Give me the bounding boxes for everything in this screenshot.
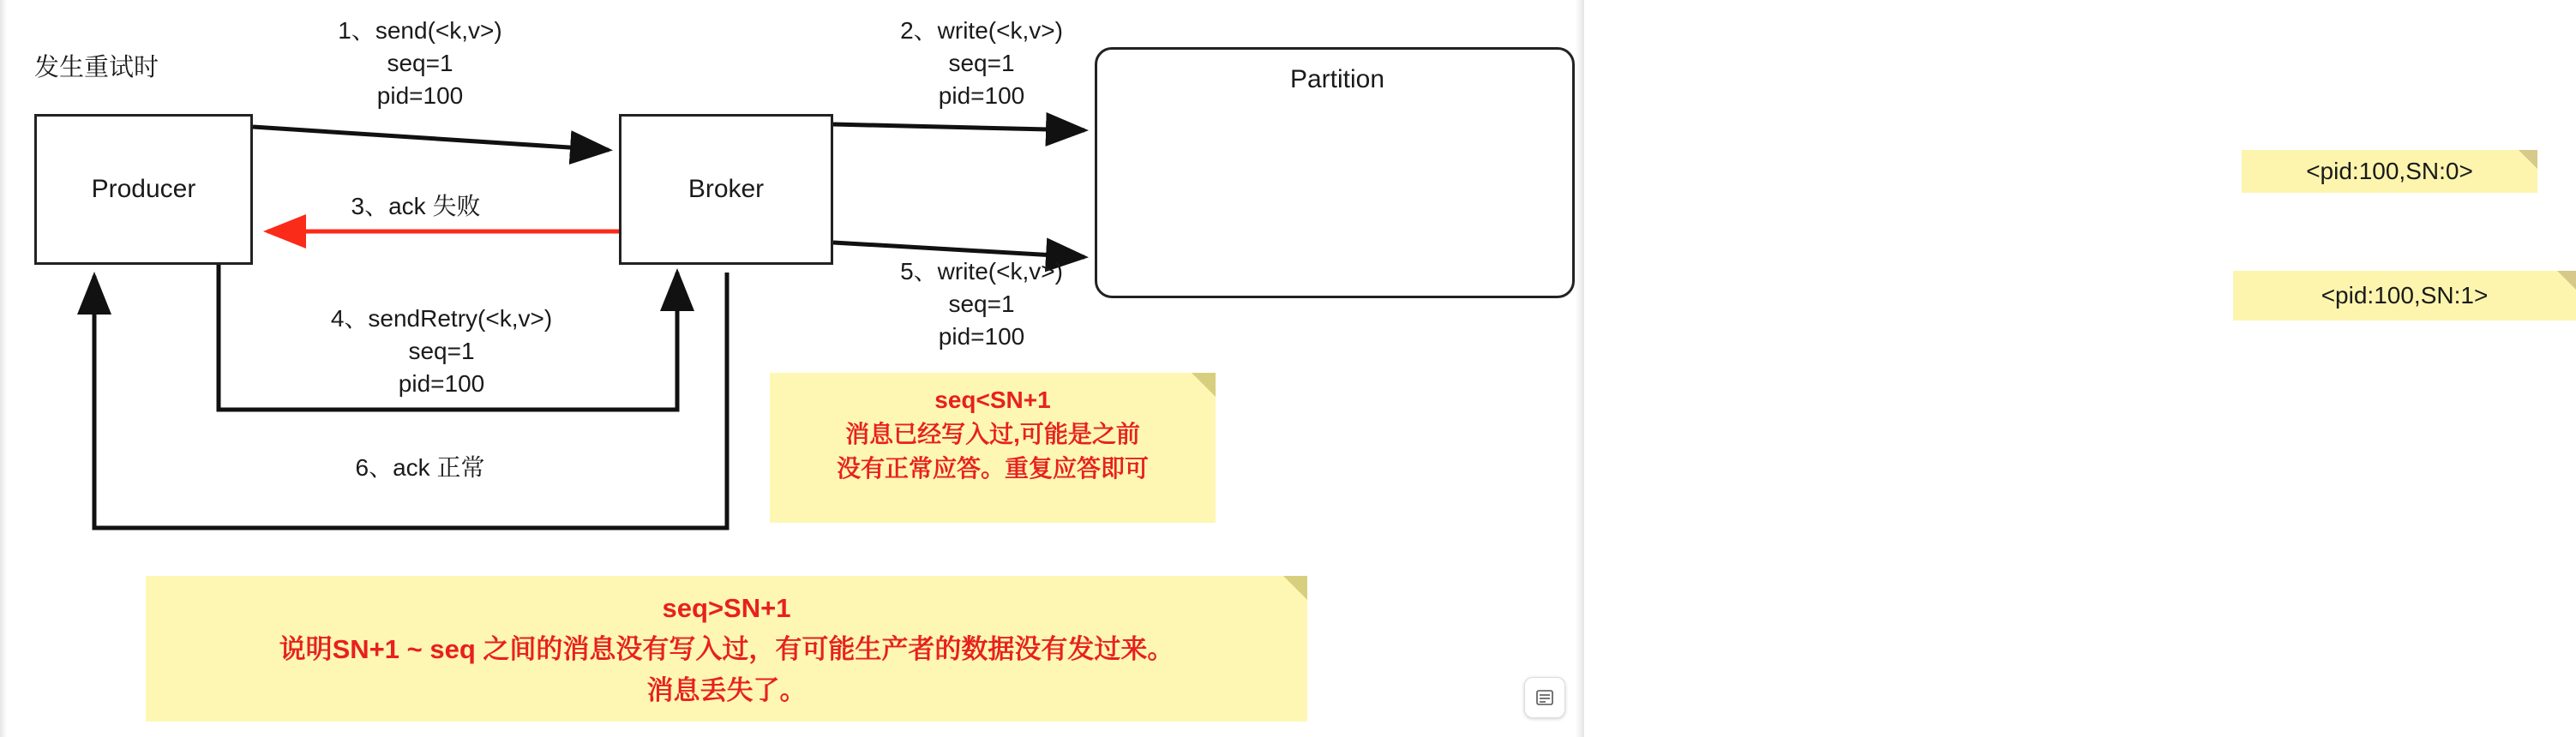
note-seq-less-than-line3: 没有正常应答。重复应答即可 — [836, 455, 1149, 482]
partition-record-1-text: <pid:100,SN:1> — [2321, 282, 2489, 309]
node-broker[interactable] — [619, 114, 833, 265]
edge-label-send-retry-line1: 4、sendRetry(<k,v>) — [330, 305, 553, 332]
note-seq-greater-than-line3: 消息丢失了。 — [646, 675, 807, 705]
arrow-send — [253, 127, 609, 150]
node-producer-label: Producer — [91, 175, 196, 203]
retry-context-label: 发生重试时 — [34, 54, 159, 81]
partition-record-0-text: <pid:100,SN:0> — [2306, 158, 2473, 184]
edge-label-write-2-line1: 5、write(<k,v>) — [900, 258, 1063, 285]
edge-label-ack-fail — [296, 190, 536, 223]
note-fold-icon — [1283, 576, 1307, 600]
edge-label-write-1-line2: seq=1 — [948, 50, 1015, 76]
edge-label-ack-ok-line1: 6、ack 正常 — [355, 454, 485, 481]
edge-label-send-line2: seq=1 — [387, 50, 453, 76]
edge-label-write-1-line3: pid=100 — [938, 82, 1025, 109]
note-fold-icon — [2519, 150, 2537, 169]
edge-label-send — [283, 15, 557, 112]
edge-label-write-2-line3: pid=100 — [938, 323, 1025, 350]
note-fold-icon — [2557, 271, 2576, 290]
edge-label-send-line3: pid=100 — [376, 82, 464, 109]
partition-record-1 — [2233, 271, 2576, 321]
edge-label-send-line1: 1、send(<k,v>) — [338, 17, 502, 44]
edge-label-ack-ok — [291, 452, 549, 484]
edge-label-send-retry — [261, 303, 621, 400]
note-seq-less-than — [770, 373, 1216, 523]
node-producer[interactable] — [34, 114, 253, 265]
arrow-write-1 — [833, 124, 1084, 130]
edge-label-send-retry-line3: pid=100 — [398, 370, 485, 397]
edge-label-write-2-line2: seq=1 — [948, 291, 1015, 317]
edge-label-ack-fail-line1: 3、ack 失败 — [351, 193, 481, 219]
edge-label-send-retry-line2: seq=1 — [408, 338, 475, 364]
node-broker-label: Broker — [688, 175, 765, 203]
note-seq-greater-than-line1: seq>SN+1 — [662, 593, 791, 623]
note-tool-button[interactable] — [1524, 677, 1565, 718]
edge-label-write-2 — [844, 255, 1119, 353]
node-partition[interactable] — [1095, 47, 2489, 309]
note-fold-icon — [1192, 373, 1216, 397]
partition-record-0 — [2242, 150, 2537, 193]
edge-label-write-1 — [844, 15, 1119, 112]
note-seq-less-than-line1: seq<SN+1 — [934, 386, 1051, 413]
note-seq-greater-than — [146, 576, 1307, 722]
note-seq-less-than-line2: 消息已经写入过,可能是之前 — [845, 421, 1140, 447]
note-tool-icon — [1534, 687, 1555, 708]
edge-label-write-1-line1: 2、write(<k,v>) — [900, 17, 1063, 44]
node-partition-label: Partition — [1289, 65, 1385, 93]
note-seq-greater-than-line2: 说明SN+1 ~ seq 之间的消息没有写入过，有可能生产者的数据没有发过来。 — [279, 634, 1174, 664]
